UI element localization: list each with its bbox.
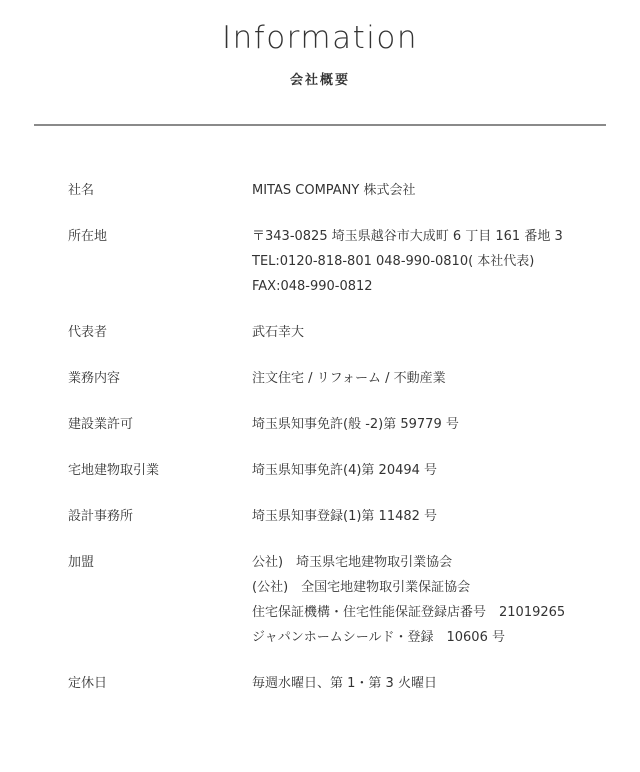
- fax-line: FAX:048-990-0812: [252, 279, 373, 294]
- page-subtitle: 会社概要: [289, 73, 350, 88]
- info-row-design-office: [68, 504, 608, 529]
- row-label: 業務内容: [68, 371, 121, 386]
- value-line: 埼玉県知事登録(1)第 11482 号: [252, 509, 438, 524]
- membership-line: 住宅保証機構・住宅性能保証登録店番号 21019265: [252, 605, 566, 620]
- info-row-business: [68, 366, 608, 391]
- company-info-table: [68, 178, 608, 717]
- page-header: [0, 0, 640, 90]
- address-line: 〒343-0825 埼玉県越谷市大成町 6 丁目 161 番地 3: [252, 229, 563, 244]
- value-line: 注文住宅 / リフォーム / 不動産業: [252, 371, 446, 386]
- page-title: Information: [222, 20, 418, 56]
- row-value: [252, 550, 608, 650]
- membership-line: ジャパンホームシールド・登録 10606 号: [252, 630, 505, 645]
- info-row-holidays: [68, 671, 608, 696]
- row-label: 代表者: [68, 325, 108, 340]
- info-row-company-name: [68, 178, 608, 203]
- row-label: 所在地: [68, 229, 108, 244]
- info-row-membership: [68, 550, 608, 650]
- row-label: 設計事務所: [68, 509, 134, 524]
- info-row-address: [68, 224, 608, 299]
- value-line: 埼玉県知事免許(般 -2)第 59779 号: [252, 417, 459, 432]
- phone-line: TEL:0120-818-801 048-990-0810( 本社代表): [252, 254, 535, 269]
- value-line: MITAS COMPANY 株式会社: [252, 183, 416, 198]
- value-line: 武石幸大: [252, 325, 305, 340]
- info-row-real-estate-license: [68, 458, 608, 483]
- row-value: [252, 320, 608, 345]
- value-line: 毎週水曜日、第 1・第 3 火曜日: [252, 676, 437, 691]
- row-value: [252, 458, 608, 483]
- row-value: [252, 412, 608, 437]
- row-label: 加盟: [68, 555, 95, 570]
- info-row-construction-license: [68, 412, 608, 437]
- row-value: [252, 671, 608, 696]
- row-value: [252, 366, 608, 391]
- row-value: [252, 224, 608, 299]
- row-value: [252, 178, 608, 203]
- row-value: [252, 504, 608, 529]
- membership-line: 公社) 埼玉県宅地建物取引業協会: [252, 555, 453, 570]
- row-label: 定休日: [68, 676, 108, 691]
- info-row-representative: [68, 320, 608, 345]
- membership-line: (公社) 全国宅地建物取引業保証協会: [252, 580, 471, 595]
- row-label: 建設業許可: [68, 417, 134, 432]
- value-line: 埼玉県知事免許(4)第 20494 号: [252, 463, 438, 478]
- row-label: 宅地建物取引業: [68, 463, 160, 478]
- row-label: 社名: [68, 183, 95, 198]
- header-divider: [34, 124, 606, 126]
